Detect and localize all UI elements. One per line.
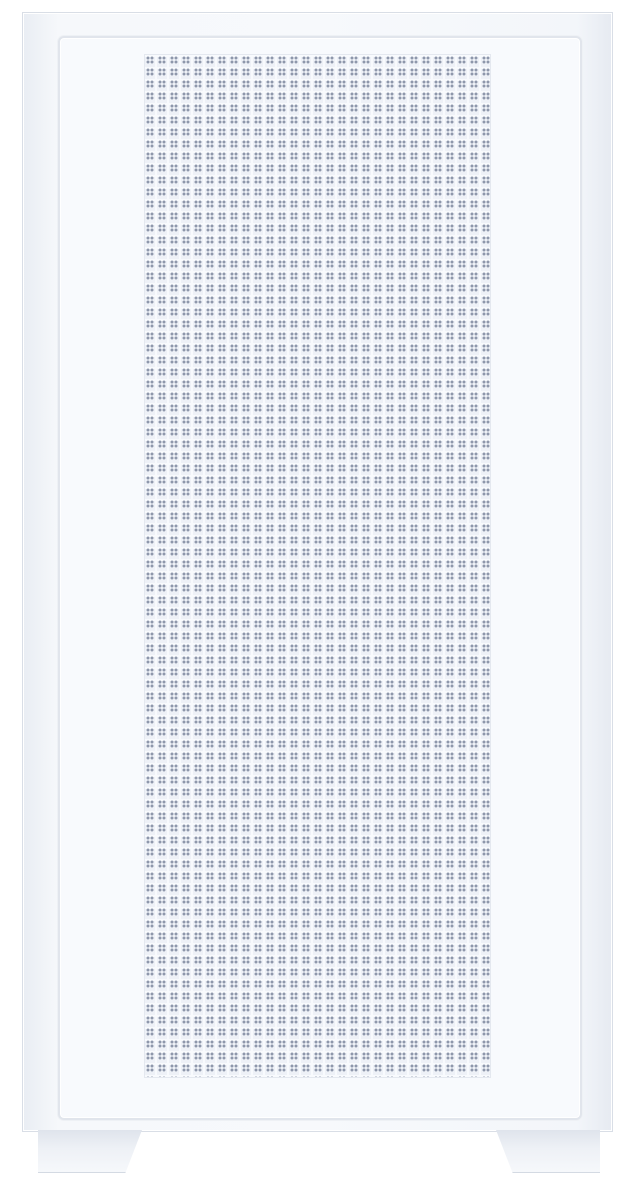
- mesh-grille: [145, 55, 490, 1077]
- left-foot: [38, 1130, 142, 1173]
- right-foot: [496, 1130, 600, 1173]
